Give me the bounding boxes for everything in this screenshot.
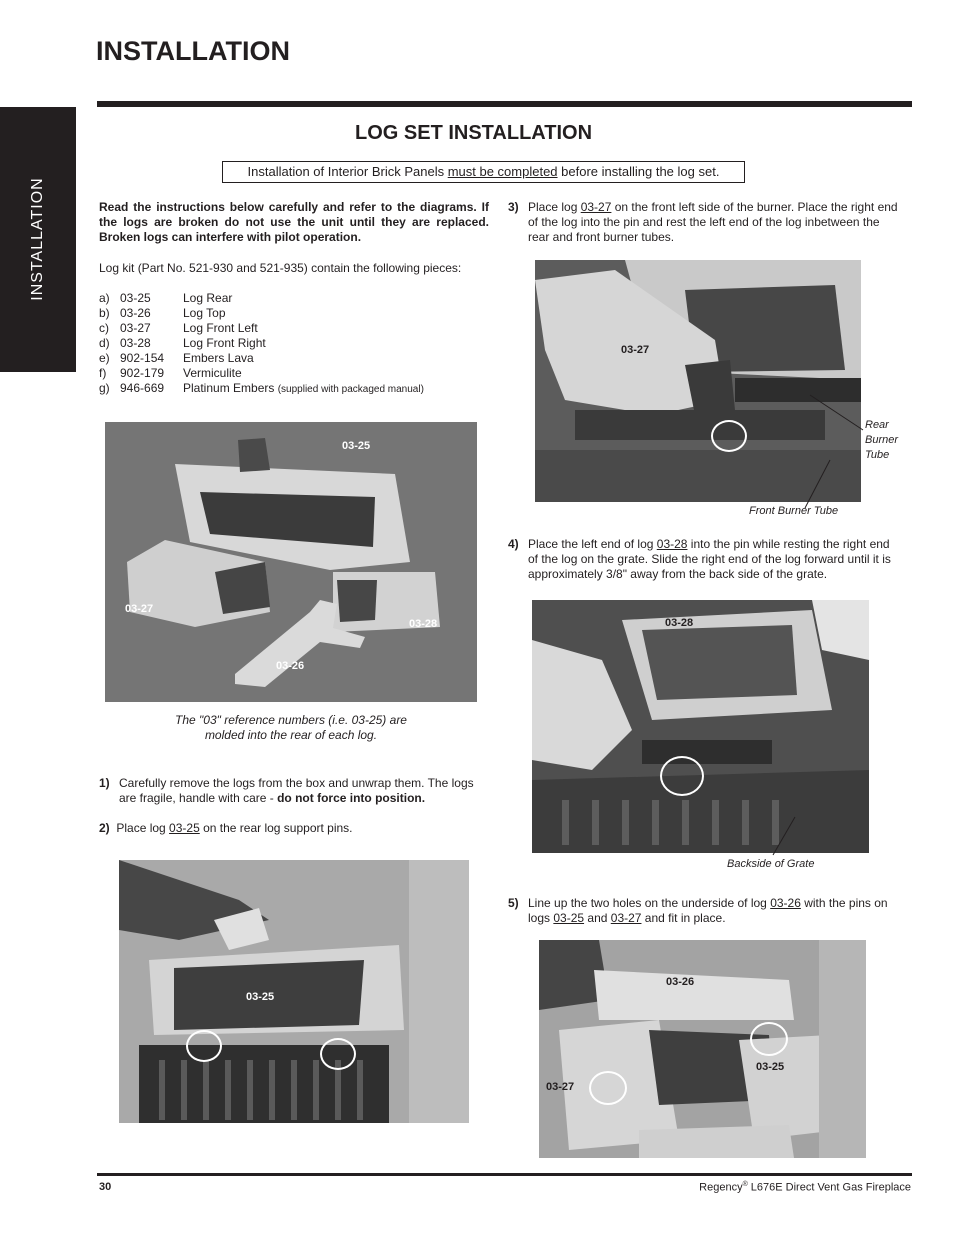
page-number: 30 <box>99 1181 112 1193</box>
kit-item-key: b) <box>99 306 110 320</box>
step-text: Carefully remove the logs from the box and unwrap them. The logs are fragile, handle with care - <box>119 776 474 805</box>
pin-highlight-circle <box>589 1071 627 1105</box>
step-number: 4) <box>508 537 519 551</box>
callout-front-burner-tube: Front Burner Tube <box>749 505 839 517</box>
photo-caption <box>105 713 477 743</box>
photo-step-2 <box>119 860 469 1123</box>
kit-item-name: Log Front Left <box>183 321 258 335</box>
step-number: 3) <box>508 200 519 214</box>
side-tab <box>0 107 76 372</box>
photo-label: 03-28 <box>409 618 438 630</box>
callout-line <box>765 815 805 860</box>
kit-item-name: Embers Lava <box>183 351 254 365</box>
caption-line: The "03" reference numbers (i.e. 03-25) are <box>175 713 407 727</box>
kit-item <box>99 336 489 351</box>
kit-item-key: f) <box>99 366 107 380</box>
callout-lines <box>795 390 875 520</box>
kit-item <box>99 366 489 381</box>
page-title: INSTALLATION <box>96 36 290 66</box>
photo-label: 03-26 <box>276 660 305 672</box>
notice-before: Installation of Interior Brick Panels <box>247 164 448 179</box>
pin-highlight-circle <box>660 756 704 796</box>
kit-item-name: Log Front Right <box>183 336 266 350</box>
kit-item-name: Vermiculite <box>183 366 242 380</box>
kit-item-key: e) <box>99 351 110 365</box>
callout-line: Burner <box>865 434 899 446</box>
kit-intro: Log kit (Part No. 521-930 and 521-935) contain the following pieces: <box>99 261 462 275</box>
kit-item <box>99 321 489 336</box>
step-body <box>119 776 491 806</box>
kit-item-key: d) <box>99 336 110 350</box>
log-ref: 03-28 <box>656 537 688 551</box>
step-number: 1) <box>99 776 110 790</box>
side-tab-label: INSTALLATION <box>29 177 46 301</box>
step-body <box>528 896 900 926</box>
kit-item <box>99 381 489 396</box>
notice-underlined: must be completed <box>447 164 558 179</box>
section-title: LOG SET INSTALLATION <box>355 122 593 144</box>
log-ref: 03-27 <box>610 911 642 925</box>
step-1 <box>99 776 491 806</box>
kit-item-part: 902-154 <box>120 351 165 365</box>
step-text: Line up the two holes on the underside of log <box>528 896 771 910</box>
footer-rule <box>97 1173 912 1176</box>
step-emphasis: do not force into position. <box>277 791 426 805</box>
kit-item-part: 03-26 <box>120 306 151 320</box>
kit-item-note: (supplied with packaged manual) <box>277 384 424 395</box>
kit-item-key: c) <box>99 321 109 335</box>
step-text: Place log <box>116 821 170 835</box>
kit-item-name: Log Rear <box>183 291 233 305</box>
step-body <box>528 537 900 582</box>
photo-label: 03-26 <box>666 976 695 988</box>
pin-highlight-circle <box>750 1022 788 1056</box>
step-text: Place log <box>528 200 581 214</box>
callout-line: Tube <box>865 449 890 461</box>
step-2 <box>99 821 491 836</box>
photo-step-4 <box>532 600 869 853</box>
caption-line: molded into the rear of each log. <box>204 728 378 742</box>
kit-item <box>99 291 489 306</box>
step-text: on the rear log support pins. <box>199 821 353 835</box>
footer-reg-mark: ® <box>742 1181 748 1188</box>
kit-item-name: Log Top <box>183 306 226 320</box>
footer-brand: Regency <box>699 1181 743 1194</box>
log-ref: 03-25 <box>169 821 200 835</box>
kit-item <box>99 351 489 366</box>
step-text: and fit in place. <box>641 911 726 925</box>
callout-rear-burner-tube <box>865 418 898 463</box>
pin-highlight-circle <box>711 420 747 452</box>
step-5 <box>508 896 900 926</box>
photo-label: 03-25 <box>342 440 371 452</box>
step-number: 2) <box>99 821 110 835</box>
log-ref: 03-25 <box>553 911 585 925</box>
photo-label: 03-27 <box>546 1081 575 1093</box>
kit-item-part: 03-27 <box>120 321 151 335</box>
notice-box <box>222 161 745 183</box>
photo-label: 03-28 <box>665 617 694 629</box>
photo-label: 03-25 <box>756 1061 785 1073</box>
kit-item-part: 03-25 <box>120 291 151 305</box>
step-number: 5) <box>508 896 519 910</box>
kit-item-key: a) <box>99 291 110 305</box>
notice-after: before installing the log set. <box>557 164 720 179</box>
kit-item-name: Platinum Embers <box>183 381 275 395</box>
photo-label: 03-27 <box>621 344 650 356</box>
log-ref: 03-27 <box>580 200 612 214</box>
log-ref: 03-26 <box>770 896 801 910</box>
header-rule <box>97 101 912 107</box>
callout-backside-of-grate: Backside of Grate <box>727 858 815 870</box>
step-3 <box>508 200 900 245</box>
warning-text: Read the instructions below carefully and refer to the diagrams. If the logs are broken do not use the unit until they are replaced. Broken logs can interfere with pilot operation. <box>99 200 489 244</box>
step-body <box>528 200 900 245</box>
photo-label: 03-25 <box>246 991 275 1003</box>
step-text: and <box>584 911 611 925</box>
kit-item-key: g) <box>99 381 110 395</box>
photo-label: 03-27 <box>125 603 154 615</box>
pin-highlight-circle <box>186 1030 222 1062</box>
photo-step-5 <box>539 940 866 1158</box>
pin-highlight-circle <box>320 1038 356 1070</box>
step-text: Place the left end of log <box>528 537 657 551</box>
step-4 <box>508 537 900 582</box>
kit-item-part: 946-669 <box>120 381 165 395</box>
kit-list <box>99 291 489 396</box>
kit-item-part: 902-179 <box>120 366 165 380</box>
footer-title <box>699 1181 911 1194</box>
kit-item-part: 03-28 <box>120 336 151 350</box>
callout-line: Rear <box>865 419 889 431</box>
footer-model: L676E Direct Vent Gas Fireplace <box>747 1181 911 1194</box>
photo-log-pieces <box>105 422 477 702</box>
step-text: on the front left side of the burner. Place the right end of the log into the pin and rest the left end of the log inbetween the rear and front burner tubes. <box>528 200 898 244</box>
step-text: into the pin while resting the right end of the log on the grate. Slide the right end of the log forward until it is approximately 3/8" away from the back side of the grate. <box>528 537 891 581</box>
kit-item <box>99 306 489 321</box>
step-text: with the pins on logs <box>528 896 888 925</box>
